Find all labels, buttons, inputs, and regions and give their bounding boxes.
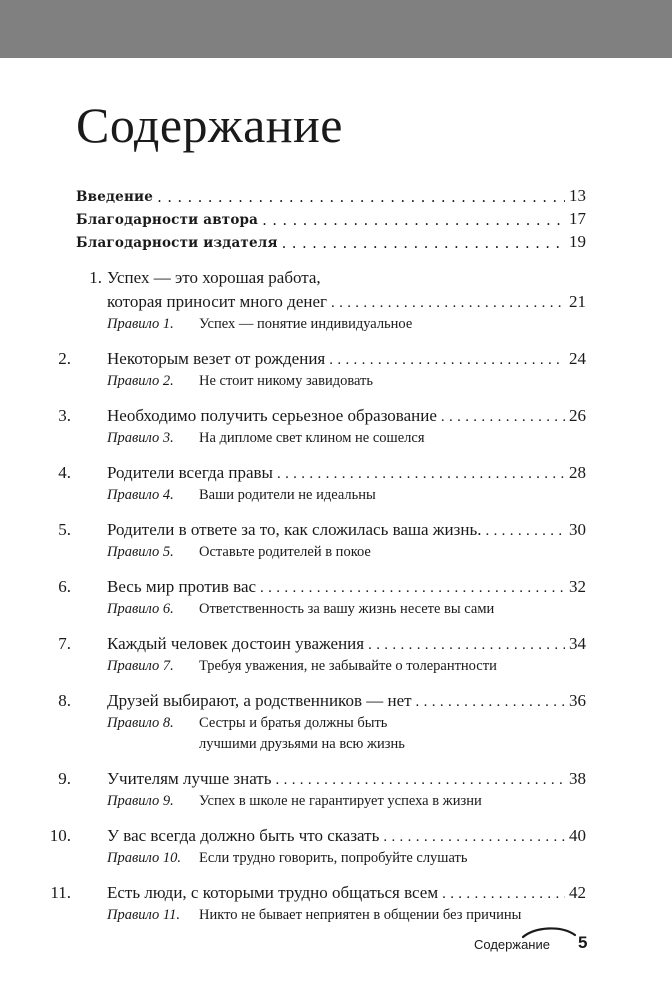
footer-page-number: 5 — [578, 933, 588, 952]
rule-label: Правило 7. — [107, 658, 174, 674]
toc-chapter-9[interactable] — [58, 767, 586, 812]
toc-entry-label: Введение — [76, 186, 157, 209]
toc-entry-introduction[interactable] — [76, 184, 586, 207]
dot-leader — [442, 897, 565, 898]
rule-text: На дипломе свет клином не сошелся — [199, 430, 425, 446]
chapter-rule — [76, 542, 586, 563]
toc-page-number: 24 — [565, 347, 586, 371]
toc-page-number: 38 — [565, 767, 586, 791]
chapter-rule — [76, 848, 586, 869]
chapter-title-line: Успех — это хорошая работа, — [107, 268, 321, 287]
chapter-title-row — [58, 689, 586, 713]
footer-section-label: Содержание — [474, 937, 550, 952]
chapter-title: Учителям лучше знать — [107, 767, 276, 791]
chapter-title: Есть люди, с которыми трудно общаться всем — [107, 881, 442, 905]
page-title: Содержание — [76, 97, 343, 153]
toc-chapter-6[interactable] — [58, 575, 586, 620]
chapter-rule — [76, 485, 586, 506]
rule-text — [199, 713, 405, 755]
dot-leader — [441, 420, 565, 421]
toc-page-number: 13 — [565, 184, 586, 207]
toc-page-number: 19 — [565, 230, 586, 253]
toc-chapter-11[interactable] — [50, 881, 586, 926]
chapter-number: 9. — [58, 769, 71, 788]
chapter-rule — [76, 656, 586, 677]
chapter-number: 1. — [89, 268, 102, 287]
chapter-title-row — [58, 518, 586, 542]
rule-label: Правило 4. — [107, 487, 174, 503]
rule-label: Правило 5. — [107, 544, 174, 560]
chapter-title-row — [58, 461, 586, 485]
table-of-contents — [49, 184, 586, 938]
rule-text: Ответственность за вашу жизнь несете вы сами — [199, 601, 495, 617]
dot-leader — [276, 783, 566, 784]
toc-entry-label: Благодарности автора — [76, 209, 262, 232]
dot-leader — [260, 591, 565, 592]
chapter-title-row — [58, 632, 586, 656]
chapter-number: 7. — [58, 634, 71, 653]
toc-page-number: 32 — [565, 575, 586, 599]
chapter-number: 6. — [58, 577, 71, 596]
toc-page-number: 42 — [565, 881, 586, 905]
toc-page-number: 17 — [565, 207, 586, 230]
rule-text: Не стоит никому завидовать — [199, 373, 373, 389]
chapter-number: 5. — [58, 520, 71, 539]
chapter-title: Друзей выбирают, а родственников — нет — [107, 689, 416, 713]
intro-entries — [76, 184, 586, 253]
rule-text-line: Сестры и братья должны быть — [199, 715, 388, 731]
chapter-title: Родители всегда правы — [107, 461, 277, 485]
chapter-rule — [76, 314, 586, 335]
chapter-rule — [76, 599, 586, 620]
dot-leader — [331, 306, 565, 307]
rule-label: Правило 1. — [107, 316, 174, 332]
rule-text: Оставьте родителей в покое — [199, 544, 371, 560]
rule-label: Правило 8. — [107, 715, 174, 731]
chapter-title: Каждый человек достоин уважения — [107, 632, 368, 656]
dot-leader — [485, 534, 565, 535]
chapter-title: которая приносит много денег — [107, 290, 331, 314]
toc-entry-publisher-acknowledgements[interactable] — [76, 230, 586, 253]
toc-chapter-7[interactable] — [58, 632, 586, 677]
rule-text: Требуя уважения, не забывайте о толерантности — [199, 658, 497, 674]
rule-text-line: лучшими друзьями на всю жизнь — [199, 736, 405, 752]
toc-chapter-4[interactable] — [58, 461, 586, 506]
dot-leader — [277, 477, 565, 478]
dot-leader — [368, 648, 565, 649]
chapter-rule — [76, 371, 586, 392]
chapter-rule — [76, 428, 586, 449]
chapter-number: 8. — [58, 691, 71, 710]
chapter-title-row — [58, 767, 586, 791]
rule-label: Правило 3. — [107, 430, 174, 446]
toc-chapter-3[interactable] — [58, 404, 586, 449]
rule-text: Если трудно говорить, попробуйте слушать — [199, 850, 468, 866]
chapter-title: Родители в ответе за то, как сложилась ваша жизнь. — [107, 518, 485, 542]
chapter-title-row — [58, 575, 586, 599]
toc-chapter-2[interactable] — [58, 347, 586, 392]
toc-page-number: 30 — [565, 518, 586, 542]
chapter-number: 10. — [49, 826, 71, 845]
chapter-rule — [76, 905, 586, 926]
toc-page-number: 36 — [565, 689, 586, 713]
chapter-list — [49, 266, 586, 926]
chapter-number: 4. — [58, 463, 71, 482]
chapter-title: У вас всегда должно быть что сказать — [107, 824, 383, 848]
dot-leader — [262, 223, 565, 224]
rule-text: Успех в школе не гарантирует успеха в жизни — [199, 793, 482, 809]
chapter-number: 3. — [58, 406, 71, 425]
chapter-number: 2. — [58, 349, 71, 368]
toc-entry-label: Благодарности издателя — [76, 232, 282, 255]
dot-leader — [329, 363, 565, 364]
toc-entry-author-acknowledgements[interactable] — [76, 207, 586, 230]
dot-leader — [157, 200, 565, 201]
toc-chapter-1[interactable] — [76, 266, 586, 335]
rule-label: Правило 2. — [107, 373, 174, 389]
toc-chapter-5[interactable] — [58, 518, 586, 563]
toc-chapter-10[interactable] — [49, 824, 586, 869]
rule-text: Ваши родители не идеальны — [199, 487, 376, 503]
toc-chapter-8[interactable] — [58, 689, 586, 755]
rule-label: Правило 11. — [107, 907, 180, 923]
chapter-rule — [76, 713, 586, 755]
toc-page-number: 21 — [565, 290, 586, 314]
rule-text: Успех — понятие индивидуальное — [199, 316, 413, 332]
chapter-title: Необходимо получить серьезное образование — [107, 404, 441, 428]
chapter-title: Весь мир против вас — [107, 575, 260, 599]
toc-page-number: 26 — [565, 404, 586, 428]
toc-page-number: 34 — [565, 632, 586, 656]
chapter-title-row — [76, 290, 586, 314]
rule-label: Правило 6. — [107, 601, 174, 617]
toc-page-number: 28 — [565, 461, 586, 485]
chapter-number: 11. — [50, 883, 71, 902]
chapter-title-row — [49, 824, 586, 848]
rule-label: Правило 10. — [107, 850, 182, 866]
chapter-title-row — [50, 881, 586, 905]
chapter-title-row — [58, 404, 586, 428]
header-bar — [0, 0, 672, 58]
dot-leader — [282, 246, 565, 247]
rule-label: Правило 9. — [107, 793, 174, 809]
chapter-title: Некоторым везет от рождения — [107, 347, 329, 371]
rule-text: Никто не бывает неприятен в общении без причины — [199, 907, 522, 923]
chapter-rule — [76, 791, 586, 812]
dot-leader — [383, 840, 565, 841]
chapter-title-row — [58, 347, 586, 371]
toc-page-number: 40 — [565, 824, 586, 848]
dot-leader — [416, 705, 565, 706]
